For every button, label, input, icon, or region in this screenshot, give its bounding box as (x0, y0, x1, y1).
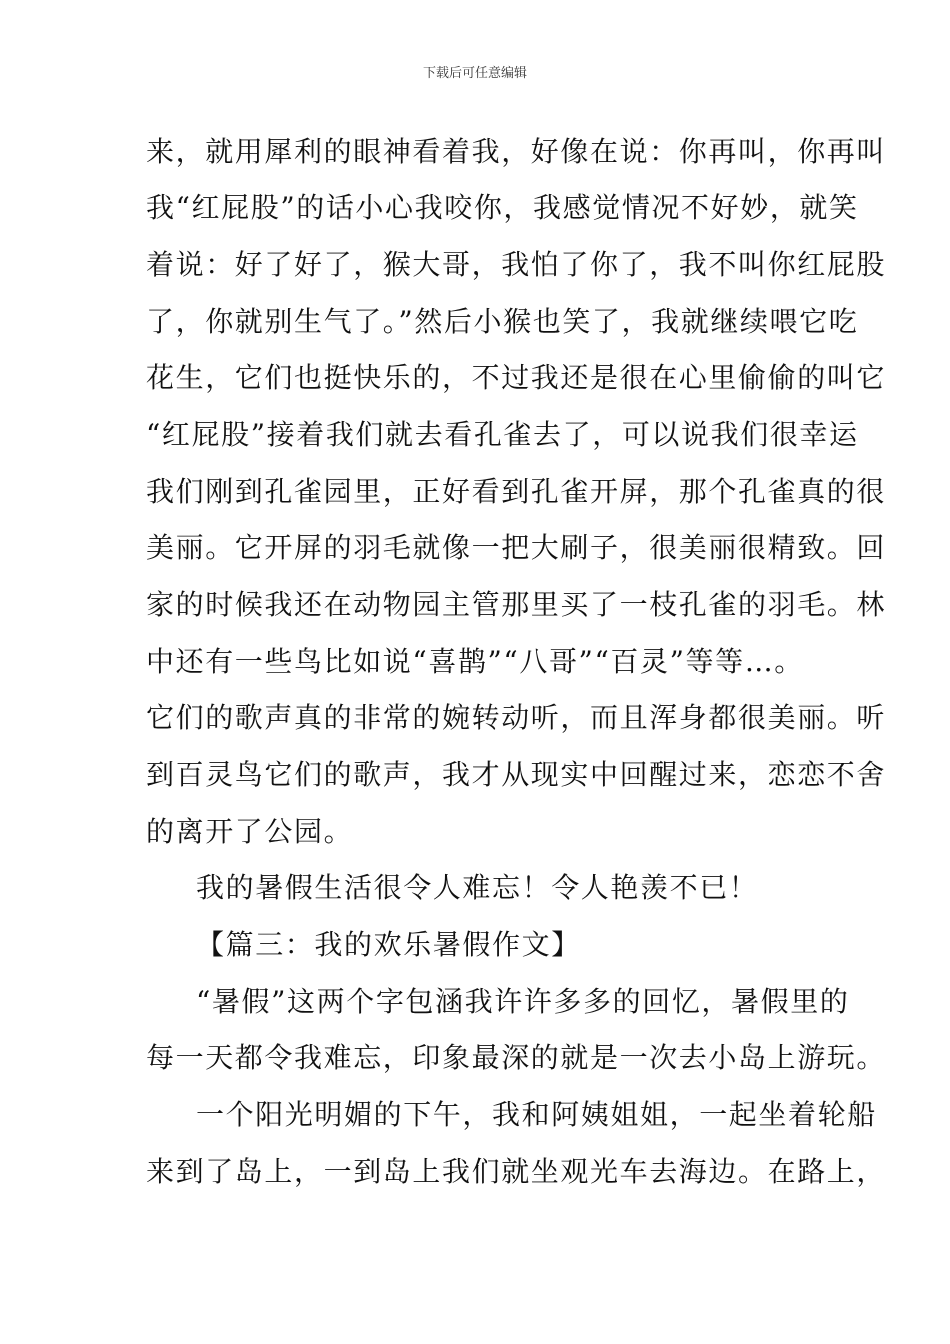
text-line: 到百灵鸟它们的歌声，我才从现实中回醒过来，恋恋不舍 (146, 758, 887, 791)
text-line: 着说：好了好了，猴大哥，我怕了你了，我不叫你红屁股 (146, 248, 887, 281)
text-line: 的离开了公园。 (146, 815, 354, 848)
text-line: 了，你就别生气了。”然后小猴也笑了，我就继续喂它吃 (146, 305, 859, 338)
text-line: 它们的歌声真的非常的婉转动听，而且浑身都很美丽。听 (146, 701, 887, 734)
text-line: 家的时候我还在动物园主管那里买了一枝孔雀的羽毛。林 (146, 588, 887, 621)
text-line: 来到了岛上，一到岛上我们就坐观光车去海边。在路上， (146, 1155, 887, 1188)
text-line: 美丽。它开屏的羽毛就像一把大刷子，很美丽很精致。回 (146, 531, 887, 564)
text-line: 我们刚到孔雀园里，正好看到孔雀开屏，那个孔雀真的很 (146, 475, 887, 508)
text-line: 中还有一些鸟比如说“喜鹊”“八哥”“百灵”等等…。 (146, 645, 804, 678)
paragraph-line: “暑假”这两个字包涵我许许多多的回忆，暑假里的 (196, 985, 850, 1018)
page-header: 下载后可任意编辑 (422, 66, 527, 81)
text-line: 我“红屁股”的话小心我咬你，我感觉情况不好妙，就笑 (146, 191, 859, 224)
paragraph-line: 我的暑假生活很令人难忘！令人艳羡不已！ (196, 871, 759, 904)
text-line: 来，就用犀利的眼神看着我，好像在说：你再叫，你再叫 (146, 135, 887, 168)
text-line: “红屁股”接着我们就去看孔雀去了，可以说我们很幸运 (146, 418, 859, 451)
paragraph-line: 一个阳光明媚的下午，我和阿姨姐姐，一起坐着轮船 (196, 1098, 877, 1131)
text-line: 每一天都令我难忘，印象最深的就是一次去小岛上游玩。 (146, 1041, 887, 1074)
section-heading: 【篇三：我的欢乐暑假作文】 (196, 928, 581, 961)
text-line: 花生，它们也挺快乐的，不过我还是很在心里偷偷的叫它 (146, 361, 887, 394)
